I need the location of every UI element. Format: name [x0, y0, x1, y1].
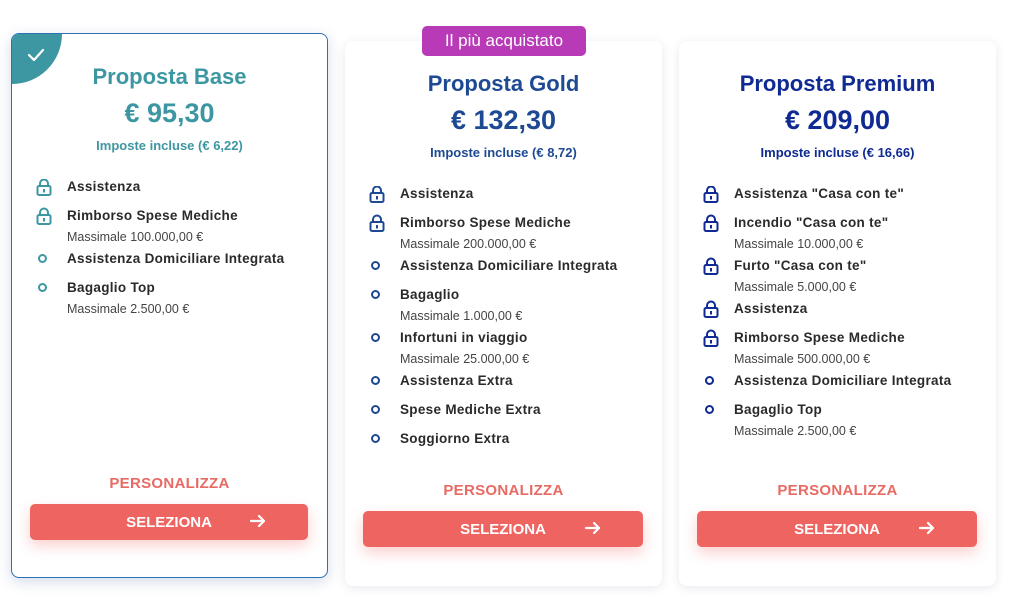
feature-limit: Massimale 25.000,00 € — [400, 352, 530, 366]
feature-label: Rimborso Spese Mediche — [400, 215, 571, 230]
lock-icon — [36, 207, 52, 225]
ring-icon — [705, 405, 714, 414]
feature-label: Rimborso Spese Mediche — [67, 208, 238, 223]
ring-icon — [371, 261, 380, 270]
plan-tax: Imposte incluse (€ 8,72) — [430, 145, 577, 160]
feature-item — [701, 301, 986, 316]
ring-icon — [38, 254, 47, 263]
plan-tax: Imposte incluse (€ 6,22) — [96, 138, 243, 153]
feature-label: Bagaglio Top — [734, 402, 823, 417]
feature-item — [34, 251, 317, 266]
select-button-label: SELEZIONA — [126, 513, 212, 531]
feature-limit: Massimale 1.000,00 € — [400, 309, 523, 323]
ring-icon — [38, 283, 47, 292]
personalizza-link[interactable]: PERSONALIZZA — [443, 482, 564, 499]
feature-limit: Massimale 200.000,00 € — [400, 237, 537, 251]
feature-item — [34, 208, 317, 244]
ring-icon — [371, 434, 380, 443]
feature-limit: Massimale 500.000,00 € — [734, 352, 871, 366]
feature-limit: Massimale 100.000,00 € — [67, 230, 204, 244]
feature-item — [701, 186, 986, 201]
lock-icon — [703, 186, 719, 203]
feature-label: Assistenza Domiciliare Integrata — [400, 258, 618, 273]
lock-icon — [703, 257, 719, 275]
ring-icon — [371, 376, 380, 385]
feature-label: Assistenza Domiciliare Integrata — [67, 251, 285, 266]
lock-icon — [703, 300, 719, 318]
feature-limit: Massimale 2.500,00 € — [67, 302, 190, 316]
select-button-label: SELEZIONA — [794, 520, 880, 538]
plan-tax: Imposte incluse (€ 16,66) — [760, 145, 915, 160]
feature-label: Assistenza Domiciliare Integrata — [734, 373, 952, 388]
plan-card-gold[interactable] — [345, 41, 662, 586]
check-icon — [27, 48, 45, 62]
feature-item — [367, 186, 652, 201]
feature-label: Bagaglio — [400, 287, 460, 302]
lock-icon — [703, 214, 719, 232]
feature-limit: Massimale 10.000,00 € — [734, 237, 864, 251]
feature-item — [367, 373, 652, 388]
lock-icon — [36, 179, 52, 196]
feature-label: Rimborso Spese Mediche — [734, 330, 905, 345]
plan-card-base[interactable] — [11, 33, 328, 578]
feature-label: Assistenza "Casa con te" — [734, 186, 905, 201]
ring-icon — [371, 405, 380, 414]
plan-card-premium[interactable] — [679, 41, 996, 586]
feature-item — [701, 215, 986, 251]
feature-label: Assistenza — [734, 301, 808, 316]
lock-icon — [369, 186, 385, 203]
ring-icon — [371, 290, 380, 299]
select-button[interactable] — [30, 504, 308, 540]
feature-item — [701, 258, 986, 294]
feature-label: Assistenza Extra — [400, 373, 513, 388]
plan-price: € 95,30 — [124, 98, 215, 128]
feature-item — [34, 280, 317, 316]
select-button[interactable] — [697, 511, 977, 547]
feature-label: Soggiorno Extra — [400, 431, 510, 446]
feature-item — [367, 402, 652, 417]
feature-list — [367, 186, 652, 454]
feature-label: Incendio "Casa con te" — [734, 215, 889, 230]
personalizza-link[interactable]: PERSONALIZZA — [109, 475, 230, 492]
feature-item — [701, 373, 986, 388]
most-purchased-badge: Il più acquistato — [422, 26, 586, 56]
select-button-label: SELEZIONA — [460, 520, 546, 538]
feature-item — [701, 330, 986, 366]
feature-label: Assistenza — [67, 179, 141, 194]
feature-item — [367, 287, 652, 323]
feature-limit: Massimale 2.500,00 € — [734, 424, 857, 438]
feature-label: Assistenza — [400, 186, 474, 201]
feature-item — [367, 431, 652, 446]
select-button[interactable] — [363, 511, 643, 547]
feature-label: Furto "Casa con te" — [734, 258, 867, 273]
lock-icon — [703, 329, 719, 347]
arrow-right-icon — [919, 521, 935, 535]
ring-icon — [371, 333, 380, 342]
feature-item — [367, 330, 652, 366]
feature-list — [701, 186, 986, 454]
personalizza-link[interactable]: PERSONALIZZA — [777, 482, 898, 499]
feature-item — [34, 179, 317, 194]
lock-icon — [369, 214, 385, 232]
plan-title: Proposta Premium — [739, 71, 936, 96]
plan-price: € 132,30 — [450, 105, 557, 135]
feature-item — [367, 215, 652, 251]
feature-label: Infortuni in viaggio — [400, 330, 528, 345]
plan-title: Proposta Gold — [427, 71, 580, 96]
feature-list — [34, 179, 317, 379]
ring-icon — [705, 376, 714, 385]
arrow-right-icon — [250, 514, 266, 528]
feature-item — [701, 402, 986, 438]
feature-label: Spese Mediche Extra — [400, 402, 541, 417]
feature-item — [367, 258, 652, 273]
feature-label: Bagaglio Top — [67, 280, 156, 295]
arrow-right-icon — [585, 521, 601, 535]
plan-title: Proposta Base — [92, 64, 247, 89]
feature-limit: Massimale 5.000,00 € — [734, 280, 857, 294]
plan-price: € 209,00 — [784, 105, 891, 135]
